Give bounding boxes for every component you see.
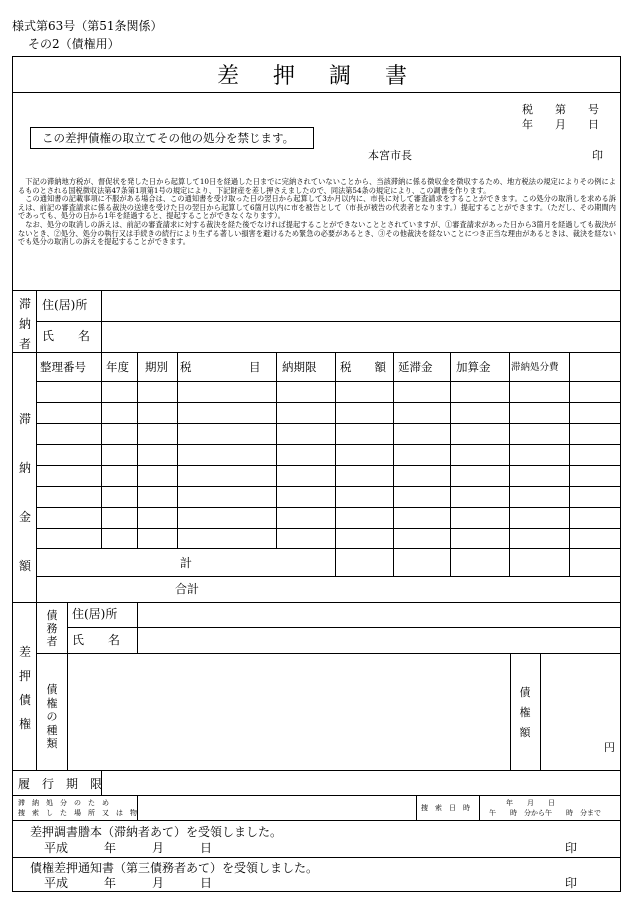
prohibition-text: この差押債権の取立てその他の処分を禁じます。 (42, 131, 295, 145)
receipt-notice-text: 債権差押通知書（第三債務者あて）を受領しました。 (30, 861, 319, 875)
notice-paragraph: 下記の滞納地方税が、督促状を発した日から起算して10日を経過した日までに完納されていないことから、当該滞納に係る徴収金を徴収するため、地方税法の規定によりその例によるものとされる国税徴収法第47条第1項第1号の規定により、下記財産を差し押さえましたので、同法第54条の規定により、この調書を作ります。 (18, 177, 616, 195)
taxpayer-address-label: 住(居)所 (42, 298, 88, 312)
mayor-seal: 印 (592, 149, 603, 162)
delinquent-label: 滞納金額 (18, 412, 31, 573)
search-times: 午 時 分から午 時 分まで (489, 809, 601, 817)
col-late-charge: 延滞金 (398, 360, 433, 374)
col-tax-amount: 税 額 (340, 360, 386, 374)
yen-unit: 円 (604, 741, 615, 754)
receipt-copy-seal: 印 (565, 841, 578, 855)
notice-paragraph: なお、処分の取消しの訴えは、前記の審査請求に対する裁決を経た後でなければ提起することができないこととされていますが、①審査請求があった日から3箇月を経過しても裁決がないとき、②処分、処分の執行又は手続きの続行により生ずる著しい損害を避けるため緊急の必要があるとき、③その他裁決を経ないことにつき正当な理由があるときは、裁決を経ないでも処分の取消しの訴えを提起することができます。 (18, 219, 616, 247)
document-title: 差 押 調 書 (216, 64, 413, 89)
subtotal-label: 計 (180, 556, 193, 570)
legal-notice (18, 178, 616, 247)
debtor-label: 債務者 (46, 609, 58, 648)
total-label: 合計 (175, 582, 200, 596)
form-number: 様式第63号（第51条関係） (12, 19, 163, 33)
col-year: 年度 (106, 360, 129, 374)
col-surcharge: 加算金 (456, 360, 491, 374)
taxpayer-name-label: 氏 名 (42, 329, 91, 343)
col-period: 期別 (145, 360, 168, 374)
search-datetime-label: 捜 索 日 時 (421, 804, 470, 812)
search-date: 年 月 日 (506, 799, 555, 807)
debtor-name-label: 氏 名 (72, 633, 121, 647)
col-disposition-fee: 滞納処分費 (511, 362, 559, 373)
claim-amount-label: 債権額 (519, 686, 531, 739)
col-due-date: 納期限 (282, 360, 317, 374)
receipt-copy-date: 平成 年 月 日 (44, 841, 213, 855)
taxpayer-label: 滞納者 (18, 297, 31, 351)
notice-paragraph: この通知書の記載事項に不服がある場合は、この通知書を受け取った日の翌日から起算して3か月以内に、市長に対して審査請求をすることができます。この処分の取消しを求める訴えは、前記の審査請求に係る裁決の送達を受けた日の翌日から起算して6箇月以内に市を被告として（市長が被告の代表者となります。）提起することができます。（ただし、その期間内であっても、処分の日から1年を経過すると、提起することができなくなります）。 (18, 194, 616, 221)
doc-number: 税 第 号 (522, 103, 599, 116)
mayor-name: 本宮市長 (368, 149, 412, 162)
doc-date: 年 月 日 (522, 118, 599, 131)
receipt-notice-date: 平成 年 月 日 (44, 876, 213, 890)
receipt-copy-text: 差押調書謄本（滞納者あて）を受領しました。 (30, 825, 283, 839)
col-tax-item: 税 目 (180, 360, 261, 374)
form-subtitle: その2（債権用） (28, 37, 120, 51)
claim-type-label: 債権の種類 (46, 683, 58, 750)
debtor-address-label: 住(居)所 (72, 607, 118, 621)
seized-claim-label: 差押債権 (18, 645, 31, 731)
deadline-label: 履 行 期 限 (18, 777, 103, 791)
receipt-notice-seal: 印 (565, 876, 578, 890)
search-place-label-1: 滞 納 処 分 の た め (18, 799, 109, 807)
search-place-label-2: 捜 索 し た 場 所 又 は 物 (18, 809, 137, 817)
col-reference-no: 整理番号 (40, 360, 86, 374)
